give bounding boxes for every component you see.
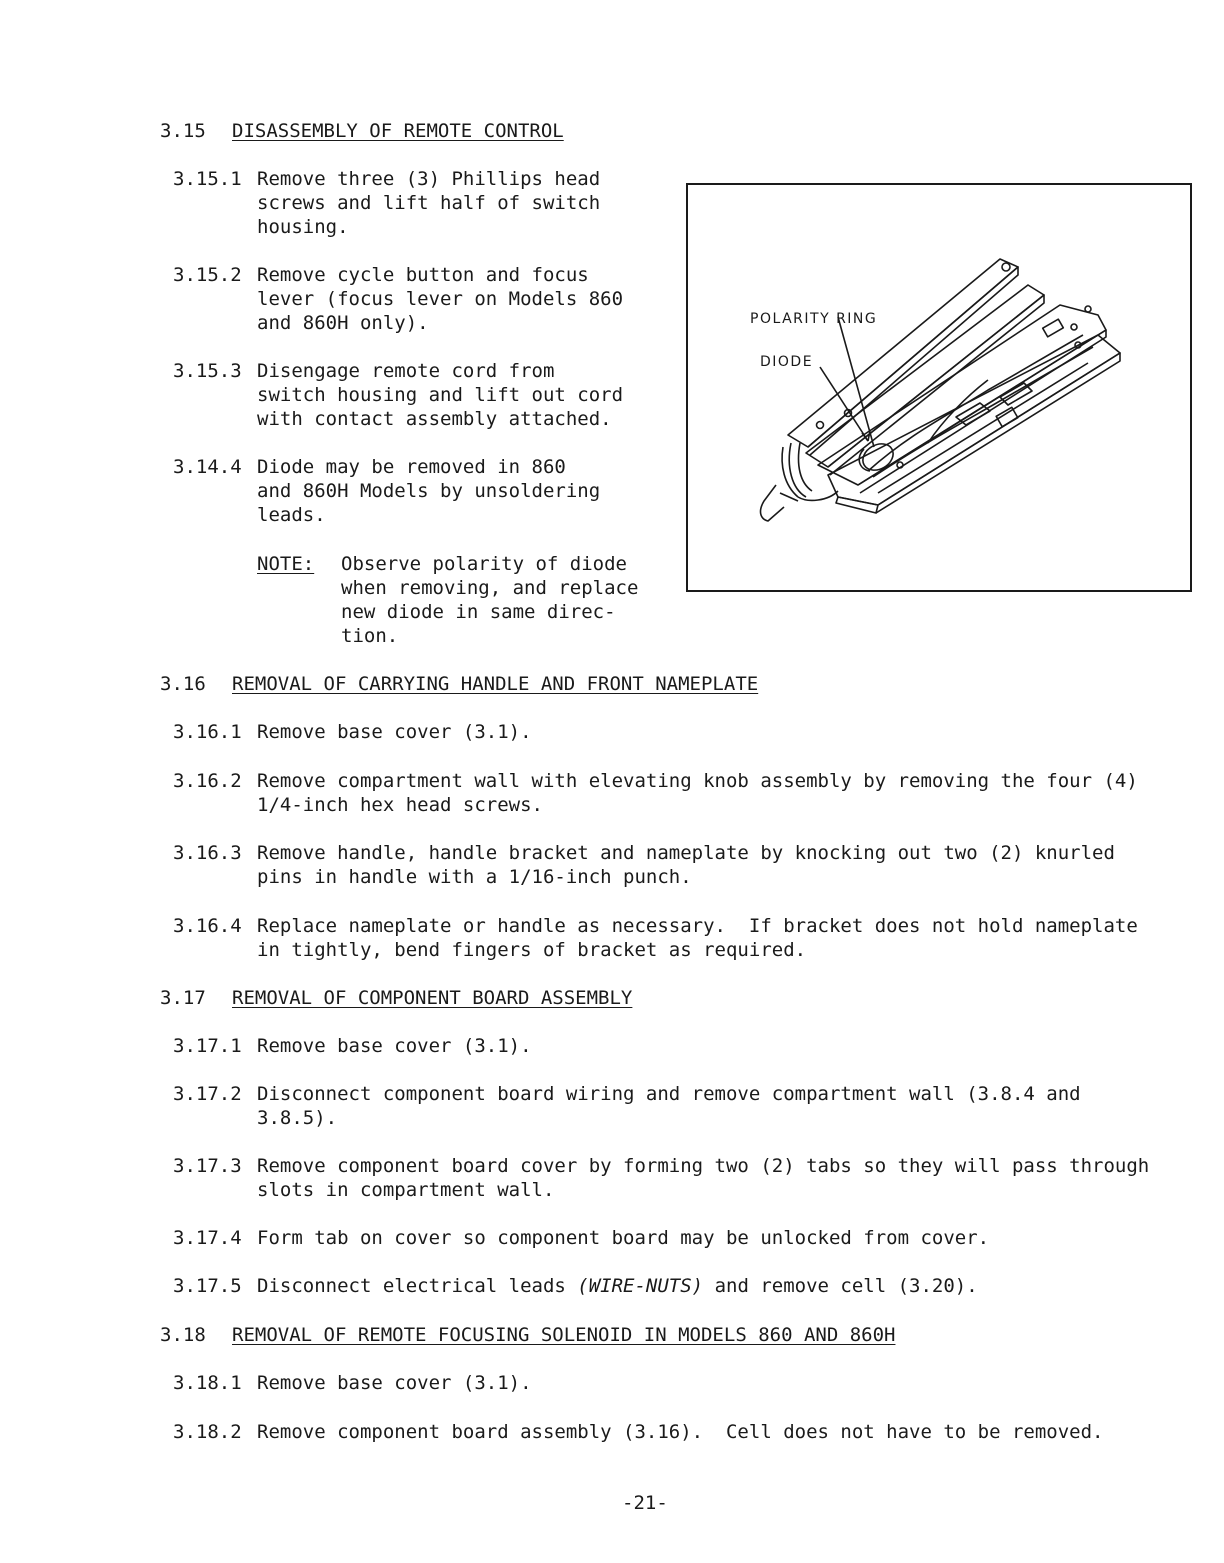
section-title: REMOVAL OF COMPONENT BOARD ASSEMBLY	[232, 987, 633, 1009]
step-text: screws and lift half of switch	[257, 192, 601, 214]
step-text: Remove component board cover by forming two (2) tabs so they will pass through	[257, 1155, 1150, 1177]
step-number: 3.17.2	[173, 1083, 242, 1105]
note-text: new diode in same direc-	[341, 601, 616, 623]
step-text: Form tab on cover so component board may be unlocked from cover.	[257, 1227, 990, 1249]
step-text: lever (focus lever on Models 860	[257, 288, 624, 310]
step-number: 3.17.4	[173, 1227, 242, 1249]
step-text: in tightly, bend fingers of bracket as required.	[257, 939, 807, 961]
section-number: 3.15	[160, 120, 206, 142]
note-label: NOTE:	[257, 553, 315, 575]
step-number: 3.17.5	[173, 1275, 242, 1297]
wire-nuts-term: (WIRE-NUTS)	[577, 1275, 704, 1297]
step-text: Remove compartment wall with elevating knob assembly by removing the four (4)	[257, 770, 1138, 792]
section-number: 3.16	[160, 673, 206, 695]
step-number: 3.16.3	[173, 842, 242, 864]
step-number: 3.16.1	[173, 721, 242, 743]
step-number: 3.15.2	[173, 264, 242, 286]
step-text: leads.	[257, 504, 326, 526]
note-text: tion.	[341, 625, 399, 647]
section-number: 3.17	[160, 987, 206, 1009]
step-text: Remove base cover (3.1).	[257, 721, 532, 743]
diode-label: DIODE	[760, 354, 814, 370]
step-text: switch housing and lift out cord	[257, 384, 624, 406]
step-number: 3.18.1	[173, 1372, 242, 1394]
step-text: Remove component board assembly (3.16). Cell does not have to be removed.	[257, 1421, 1104, 1443]
step-text: Disengage remote cord from	[257, 360, 555, 382]
step-text: Replace nameplate or handle as necessary. If bracket does not hold nameplate	[257, 915, 1138, 937]
step-text: Disconnect component board wiring and remove compartment wall (3.8.4 and	[257, 1083, 1081, 1105]
step-text: 1/4-inch hex head screws.	[257, 794, 543, 816]
step-number: 3.17.1	[173, 1035, 242, 1057]
step-text: Remove base cover (3.1).	[257, 1035, 532, 1057]
step-number: 3.15.3	[173, 360, 242, 382]
switch-housing-figure	[686, 183, 1192, 592]
polarity-ring-label: POLARITY RING	[750, 311, 878, 327]
step-number: 3.16.4	[173, 915, 242, 937]
contact-assembly-illustration	[688, 185, 1192, 592]
step-number: 3.17.3	[173, 1155, 242, 1177]
page-number: -21-	[622, 1492, 668, 1514]
step-number: 3.15.1	[173, 168, 242, 190]
step-text: Remove handle, handle bracket and nameplate by knocking out two (2) knurled	[257, 842, 1115, 864]
step-text: slots in compartment wall.	[257, 1179, 555, 1201]
step-text: Diode may be removed in 860	[257, 456, 566, 478]
step-text: Remove cycle button and focus	[257, 264, 589, 286]
step-number: 3.16.2	[173, 770, 242, 792]
step-text-part: Disconnect electrical leads	[257, 1275, 578, 1297]
step-text: Remove three (3) Phillips head	[257, 168, 601, 190]
step-number: 3.14.4	[173, 456, 242, 478]
step-text: housing.	[257, 216, 349, 238]
step-text: and 860H Models by unsoldering	[257, 480, 601, 502]
step-text: 3.8.5).	[257, 1107, 338, 1129]
step-text: Remove base cover (3.1).	[257, 1372, 532, 1394]
section-title: REMOVAL OF CARRYING HANDLE AND FRONT NAMEPLATE	[232, 673, 759, 695]
step-text	[257, 1274, 978, 1298]
step-number: 3.18.2	[173, 1421, 242, 1443]
step-text: pins in handle with a 1/16-inch punch.	[257, 866, 692, 888]
note-text: when removing, and replace	[341, 577, 639, 599]
step-text: with contact assembly attached.	[257, 408, 612, 430]
note-text: Observe polarity of diode	[341, 553, 627, 575]
section-number: 3.18	[160, 1324, 206, 1346]
section-title: DISASSEMBLY OF REMOTE CONTROL	[232, 120, 564, 142]
step-text-part: and remove cell (3.20).	[703, 1275, 978, 1297]
step-text: and 860H only).	[257, 312, 429, 334]
section-title: REMOVAL OF REMOTE FOCUSING SOLENOID IN MODELS 860 AND 860H	[232, 1324, 896, 1346]
